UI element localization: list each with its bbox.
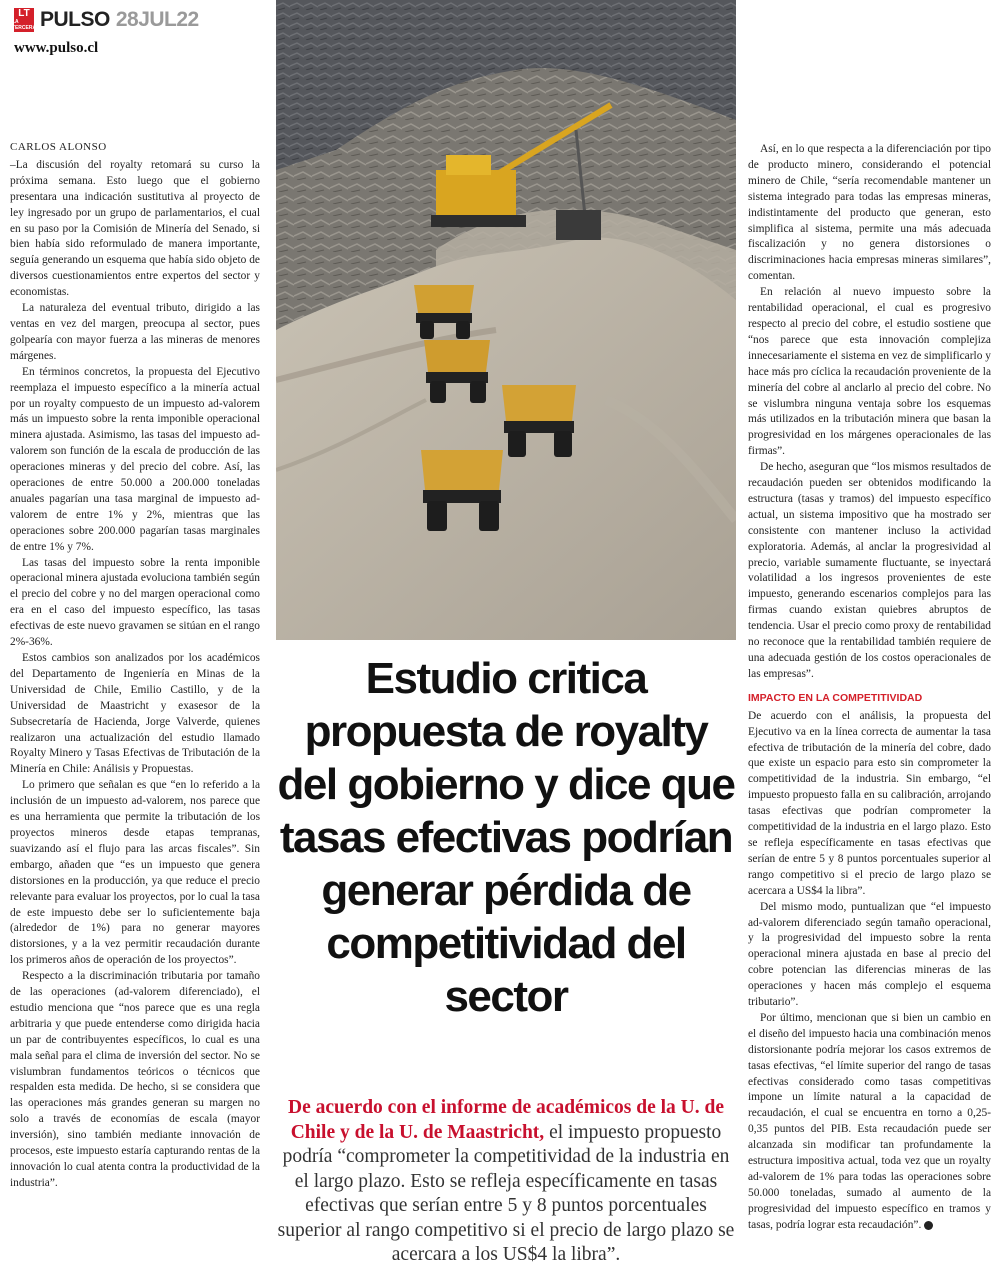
website-url: www.pulso.cl <box>14 40 99 56</box>
article-column-right <box>748 142 991 1234</box>
paragraph: Del mismo modo, puntualizan que “el impuesto ad-valorem diferenciado según tamaño operacional, y la progresividad del impuesto sobre la renta operacional minera ajustada en base al precio del cobre potencian las diferencias mineras de las operaciones y hacen más complejo el esquema tributario”. <box>748 900 991 1009</box>
end-of-article-icon <box>924 1221 933 1230</box>
byline: CARLOS ALONSO <box>10 141 107 153</box>
paragraph: –La discusión del royalty retomará su curso la próxima semana. Esto luego que el gobierno presentara una indicación sustitutiva al proyecto de ley ingresado por un grupo de parlamentarios, el cual en su paso por la Comisión de Minería del Senado, si bien había sido reformulado de manera importante, seguía generando un esquema que había sido objeto de diversos cuestionamientos entre expertos del sector y economistas. <box>10 158 260 299</box>
mining-photo <box>276 0 736 640</box>
paragraph: De acuerdo con el análisis, la propuesta del Ejecutivo va en la línea correcta de aumentar la tasa efectiva de tributación de la minería del cobre, dado que existe un espacio para esto sin comprometer la competitividad de la industria. Sin embargo, “el impuesto propuesto falla en su calibración, arrojando tasas efectivas que podrían comprometer la competitividad de la industria en el largo plazo. Esto se refleja específicamente en tasas efectivas que serían de entre 5 y 8 puntos porcentuales superior al rango competitivo si el precio de largo plazo se acercara a US$4 la libra”. <box>748 709 991 897</box>
section-subhead: IMPACTO EN LA COMPETITIVIDAD <box>748 691 923 704</box>
lead-paragraph <box>276 1096 736 1268</box>
paragraph: En relación al nuevo impuesto sobre la rentabilidad operacional, el cual es progresivo respecto al precio del cobre, el estudio sostiene que “nos parece que esta innovación complejiza innecesariamente el sistema en vez de simplificarlo y hace más pro cíclica la recaudación proveniente de la minería del cobre al anclarlo al precio del cobre. No se vislumbra ninguna ventaja sobre los esquemas más utilizados en la tributación minera que basan la progresividad en los márgenes operacionales de las firmas”. <box>748 286 991 458</box>
lead-highlight: De acuerdo con el informe de académicos de la U. de Chile y de la U. de Maastricht, <box>288 1097 724 1143</box>
logo-letters: LT <box>18 8 30 19</box>
lead-text: el impuesto propuesto podría “comprometer la competitividad de la industria en el largo plazo. Esto se refleja específicamente en tasas efectivas que serían entre 5 y 8 puntos porcentuales superior al rango competitivo si el precio de largo plazo se acercara a los US$4 la libra”. <box>277 1121 735 1265</box>
paragraph-text: Por último, mencionan que si bien un cambio en el diseño del impuesto hacia una combinación menos distorsionante podría mejorar los casos extremos de tasas efectivas, “el límite superior del rango de tasas efectivas considerado como tasas competitivas impone un límite natural a la capacidad de recaudación, el cual se encuentra en torno a 0,25-0,35 puntos del PIB. Esta recaudación puede ser alcanzada sin modificar tan profundamente la estructura impositiva actual, toda vez que un royalty ad-valorem de 1% para todas las operaciones sobre 50.000 toneladas, sumado al aumento de la progresividad del impuesto específico en tramos y tasas, podría lograr esta recaudación”. <box>748 1011 991 1231</box>
paragraph: Lo primero que señalan es que “en lo referido a la inclusión de un impuesto ad-valorem, nos parece que es una herramienta que permite la tributación de los proyectos mineros desde etapas tempranas, suavizando así el flujo para las arcas fiscales”. Sin embargo, añaden que “es un impuesto que genera distorsiones en la producción, ya que reduce el precio relevante para evaluar los proyectos, por lo cual la tasa de este impuesto debe ser lo suficientemente baja (alrededor de 1%) para no generar mayores distorsiones, y a la vez permitir recaudación durante los primeros años de operación de los proyectos”. <box>10 779 260 967</box>
logo-subtext: LA TERCERA <box>11 19 37 31</box>
paragraph: En términos concretos, la propuesta del Ejecutivo reemplaza el impuesto específico a la minería actual por un royalty compuesto de un impuesto ad-valorem más un impuesto sobre la renta imponible operacional minera ajustada. Asimismo, las tasas del impuesto ad-valorem son función de la escala de producción de las operaciones mineras y del precio del cobre. Así, las operaciones de entre 50.000 a 200.000 toneladas anuales pagarían una tasa marginal de impuesto ad-valorem de entre 1% y 2%, mientras que las operaciones sobre 200.000 pagarían tasas marginales de entre 1% y 7%. <box>10 365 260 553</box>
headline: Estudio critica propuesta de royalty del gobierno y dice que tasas efectivas podrían generar pérdida de competitividad del sector <box>277 654 735 1021</box>
paragraph: Las tasas del impuesto sobre la renta imponible operacional minera ajustada evoluciona también según el precio del cobre y no del margen operacional como era en el caso del impuesto específico, las tasas efectivas de este nuevo gravamen se sitúan en el rango 2%-36%. <box>10 556 260 649</box>
article-column-left <box>10 140 260 1192</box>
paragraph: Respecto a la discriminación tributaria por tamaño de las operaciones (ad-valorem diferenciado), el estudio menciona que “nos parece que es una regla arbitraria y que puede entenderse como dirigida hacia un par de contribuyentes específicos, lo cual es una mala señal para el clima de inversión del sector. No se vislumbran fundamentos teóricos o técnicos que respalden esta medida. De hecho, si se considera que las operaciones más grandes generan su margen no solo a través de economías de escala (mayor inversión), sino también mediante innovación de procesos, este impuesto estaría capturando rentas de la innovación lo cual atenta contra la productividad de la industria”. <box>10 970 260 1189</box>
paragraph: Así, en lo que respecta a la diferenciación por tipo de producto minero, considerando el potencial minero de Chile, “sería recomendable mantener un sistema integrado para todas las empresas mineras, indistintamente del producto que generan, esto simplifica al sistema, permite una más adecuada fiscalización y no genera distorsiones o discriminaciones hacia empresas mineras similares”, comentan. <box>748 143 991 283</box>
paragraph: La naturaleza del eventual tributo, dirigido a las ventas en vez del margen, preocupa al sector, pues golpearía con mayor fuerza a las mineras de menores márgenes. <box>10 302 260 362</box>
paragraph: De hecho, aseguran que “los mismos resultados de recaudación pueden ser obtenidos modificando la estructura (tasas y tramos) del impuesto específico actual, un sistema impositivo que ha mostrado ser consistente con mantener incluso la actividad exploratoria. Además, al anclar la progresividad al precio, variable sumamente fluctuante, se inyectará volatilidad a los ingresos provenientes de este impuesto, generando escenarios complejos para las firmas cuando existan quiebres abruptos de tendencia. Usar el precio como proxy de rentabilidad no reconoce que la rentabilidad también requiere de una adecuada gestión de los costos operacionales de las empresas”. <box>748 461 991 680</box>
la-tercera-logo <box>11 8 37 32</box>
section-name: PULSO <box>40 8 110 31</box>
paragraph: Estos cambios son analizados por los académicos del Departamento de Ingeniería en Minas de la Universidad de Chile, Emilio Castillo, y de la Universidad de Maastricht y exasesor de la Subsecretaría de Hacienda, Jorge Valverde, quienes realizaron una actualización del estudio llamado Royalty Minero y Tasas Efectivas de Tributación de la Minería en Chile: Análisis y Propuestas. <box>10 652 260 776</box>
paragraph <box>748 1011 991 1234</box>
issue-date: 28JUL22 <box>115 8 199 31</box>
mine-illustration <box>276 0 736 640</box>
masthead <box>11 8 199 32</box>
